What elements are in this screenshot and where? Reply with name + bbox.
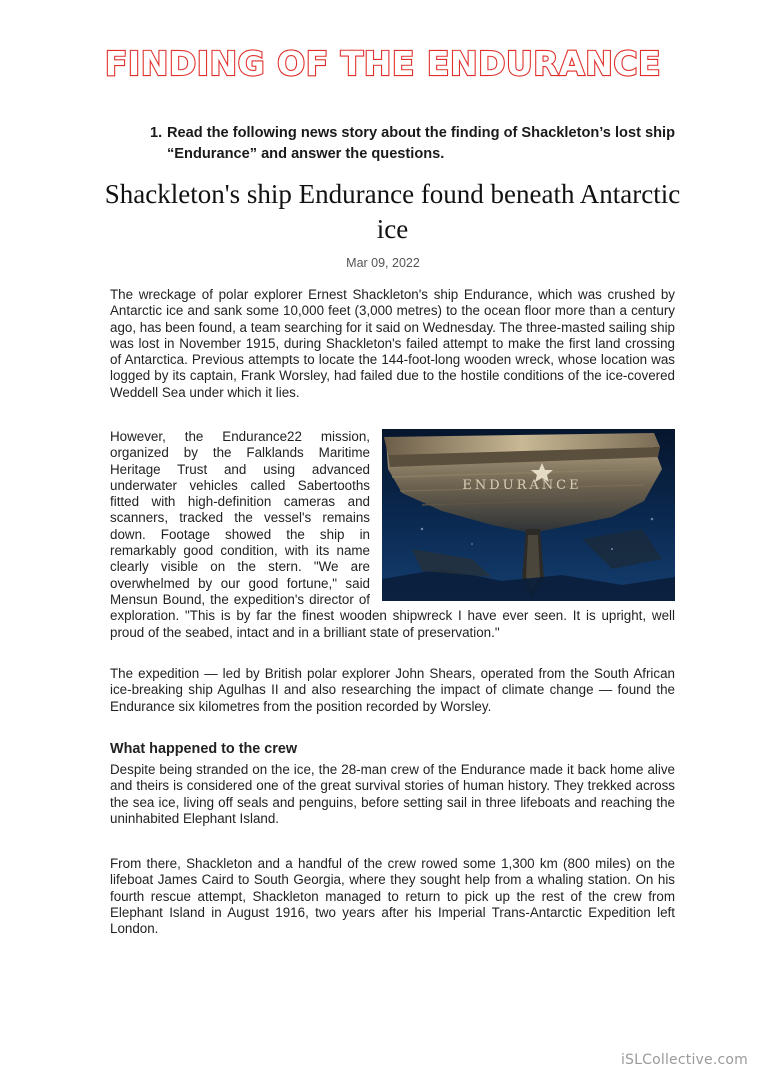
article-paragraph-2: However, the Endurance22 mission, organized by the Falklands Maritime Heritage Trust and using advanced underwater vehicles called Sabertooths fitted with high-definition cameras and scanners, tracked the vessel's remains down. Footage showed the ship in remarkably good condition, with its name clearly visible on the stern. "We are overwhelmed by our good fortune," said Mensun Bound, the expedition's director of exploration. "This is by far the finest wooden shipwreck I have ever seen. It is upright, well proud of the seabed, intact and in a brilliant state of preservation." — [110, 429, 675, 640]
article-paragraph-3: The expedition — led by British polar explorer John Shears, operated from the South African ice-breaking ship Agulhas II and also researching the impact of climate change — found the Endurance six kilometres from the position recorded by Worsley. — [110, 666, 675, 714]
instruction-text: Read the following news story about the finding of Shackleton’s lost ship “Endurance” and answer the questions. — [167, 125, 675, 162]
watermark: iSLCollective.com — [620, 1052, 748, 1068]
article-headline: Shackleton's ship Endurance found beneath Antarctic ice — [104, 179, 681, 244]
article-paragraph-4: Despite being stranded on the ice, the 28-man crew of the Endurance made it back home alive and theirs is considered one of the great survival stories of human history. They trekked across the sea ice, living off seals and penguins, before setting sail in three lifeboats and reaching the uninhabited Elephant Island. — [110, 762, 675, 826]
stern-name-lettering: ENDURANCE — [462, 478, 582, 493]
section-heading-crew: What happened to the crew — [110, 741, 298, 757]
article-paragraph-2-block — [110, 429, 675, 641]
instruction-number: 1. — [150, 125, 163, 141]
instruction — [150, 123, 675, 165]
article-paragraph-1: The wreckage of polar explorer Ernest Shackleton's ship Endurance, which was crushed by Antarctic ice and sank some 10,000 feet (3,000 metres) to the ocean floor more than a century ago, has been found, a team searching for it said on Wednesday. The three-masted sailing ship was lost in November 1915, during Shackleton's failed attempt to make the first land crossing of Antarctica. Previous attempts to locate the 144-foot-long wooden wreck, whose location was logged by its captain, Frank Worsley, had failed due to the hostile conditions of the ice-covered Weddell Sea under which it lies. — [110, 287, 675, 400]
worksheet-title: FINDING OF THE ENDURANCE — [104, 44, 662, 83]
article-paragraph-5: From there, Shackleton and a handful of the crew rowed some 1,300 km (800 miles) on the lifeboat James Caird to South Georgia, where they sought help from a whaling station. On his fourth rescue attempt, Shackleton managed to return to pick up the rest of the crew from Elephant Island in August 1916, two years after his Imperial Trans-Antarctic Expedition left London. — [110, 856, 675, 937]
shipwreck-photo — [382, 429, 675, 601]
article-date: Mar 09, 2022 — [346, 256, 420, 270]
